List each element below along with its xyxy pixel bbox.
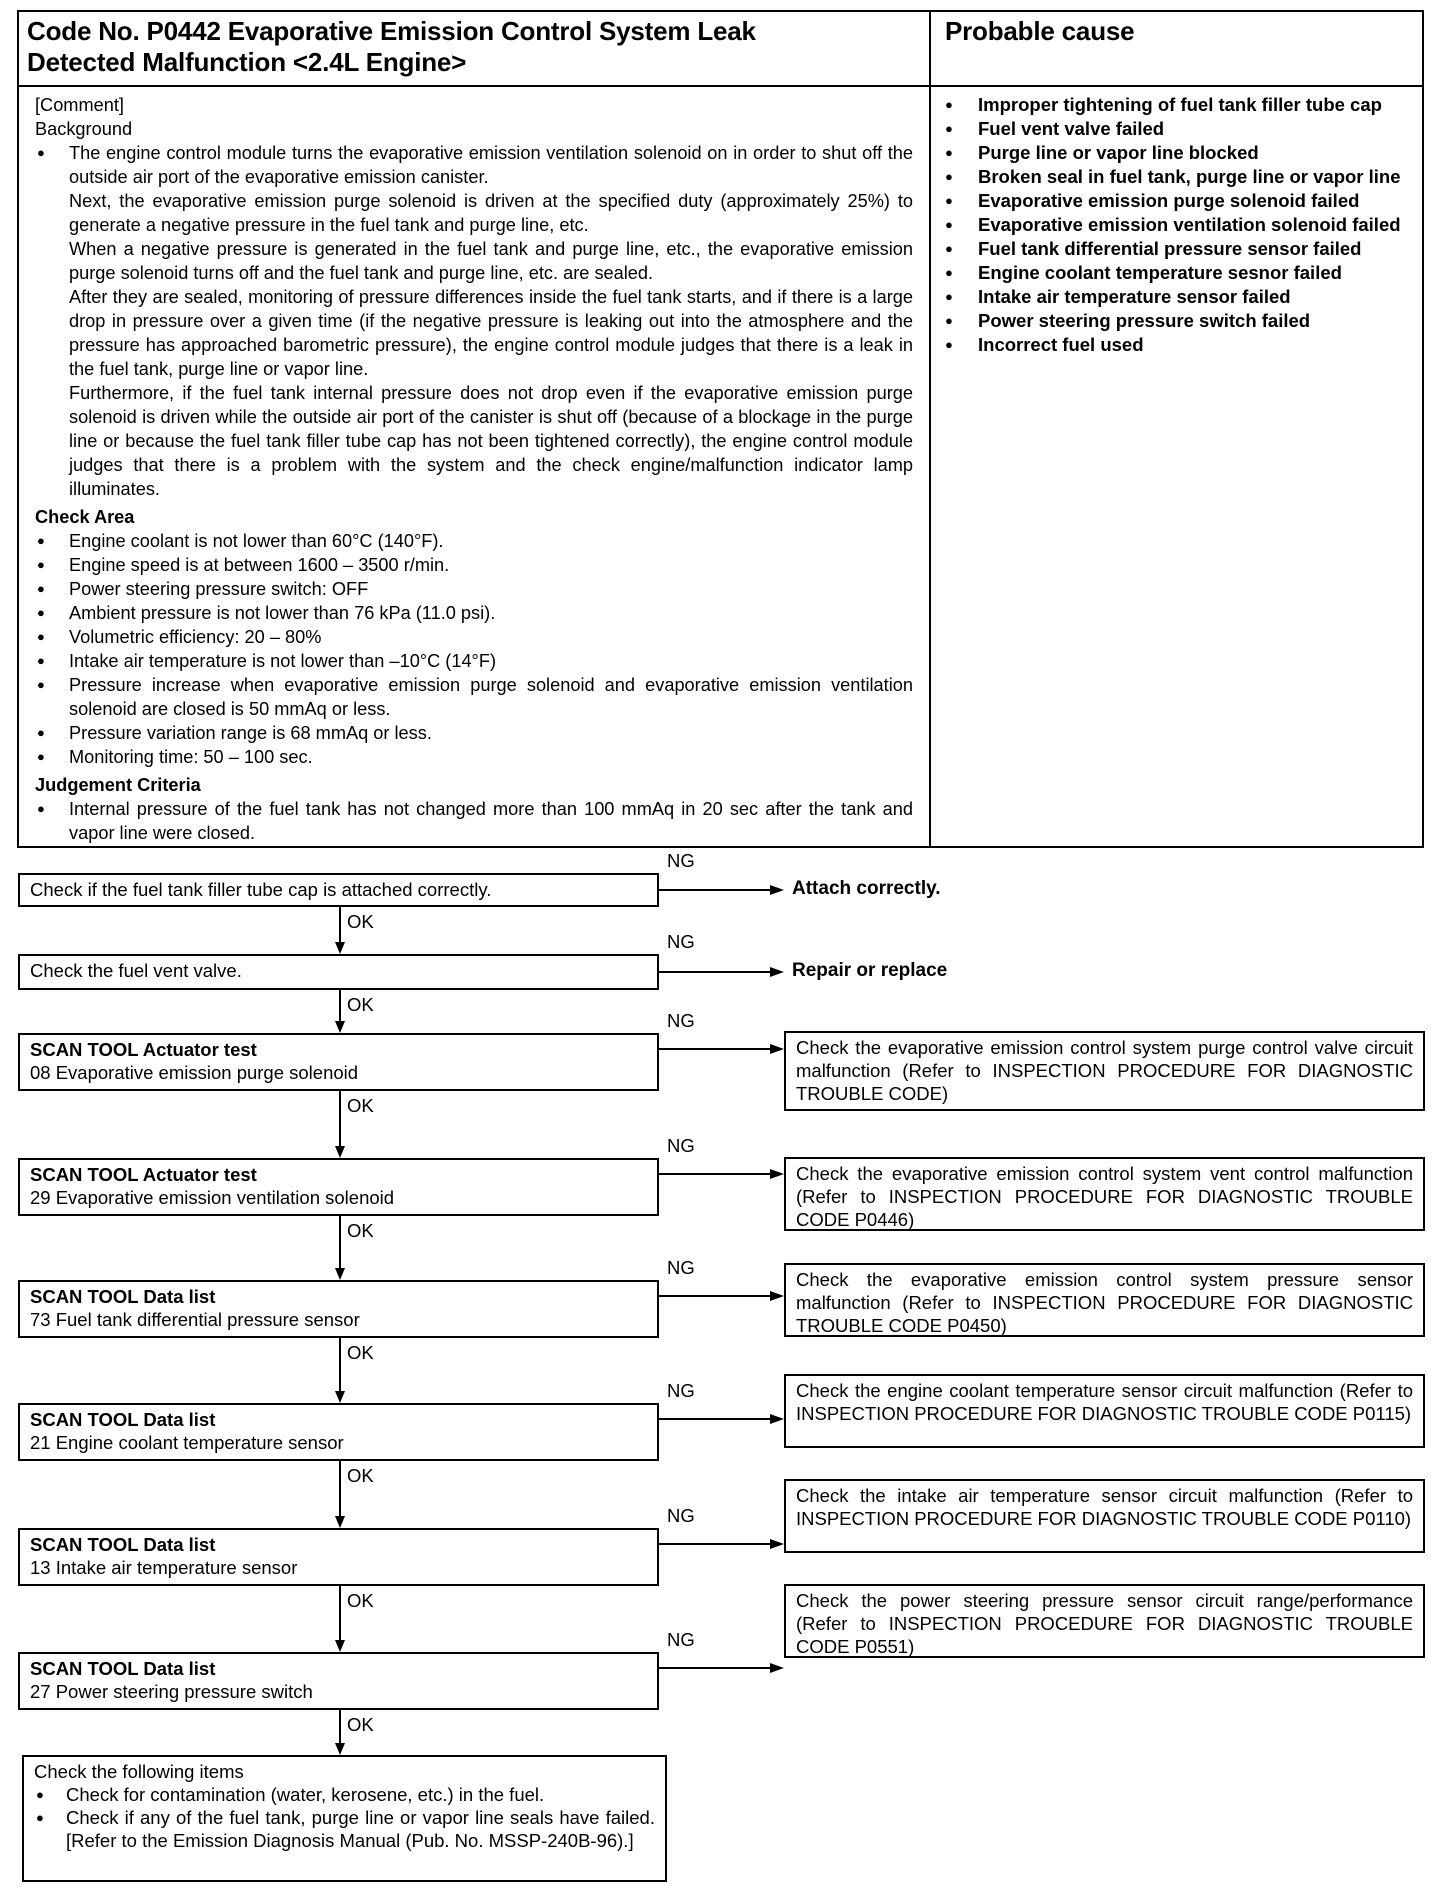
ng-result-box: Check the power steering pressure sensor circuit range/performance (Refer to INSPECTION PROCEDURE FOR DIAGNOSTIC TROUBLE CODE P0551) bbox=[784, 1584, 1425, 1658]
judgement-criteria-heading: Judgement Criteria bbox=[35, 775, 201, 795]
probable-cause-item: ● Evaporative emission purge solenoid failed bbox=[943, 189, 1412, 213]
final-check-item: ● Check if any of the fuel tank, purge line or vapor line seals have failed. [Refer to the Emission Diagnosis Manual (Pub. No. MSSP-240B-96).] bbox=[34, 1806, 655, 1852]
probable-cause-header-cell bbox=[931, 12, 1422, 87]
probable-cause-item: ● Engine coolant temperature sesnor failed bbox=[943, 261, 1412, 285]
check-area-item: ● Power steering pressure switch: OFF bbox=[35, 577, 913, 601]
flow-step-box bbox=[18, 1528, 659, 1586]
check-area-item: ● Pressure variation range is 68 mmAq or less. bbox=[35, 721, 913, 745]
flow-step-box bbox=[18, 1033, 659, 1091]
check-area-item: ● Ambient pressure is not lower than 76 kPa (11.0 psi). bbox=[35, 601, 913, 625]
flow-step-title: SCAN TOOL Actuator test bbox=[30, 1039, 257, 1060]
check-area-item: ● Intake air temperature is not lower than –10°C (14°F) bbox=[35, 649, 913, 673]
flow-step-text: Check the fuel vent valve. bbox=[30, 960, 242, 981]
ok-label: OK bbox=[347, 1714, 374, 1735]
ok-connector-line bbox=[339, 1091, 341, 1147]
flow-step-title: SCAN TOOL Data list bbox=[30, 1286, 216, 1307]
check-area-item: ● Engine coolant is not lower than 60°C (140°F). bbox=[35, 529, 913, 553]
comment-cell bbox=[19, 87, 931, 846]
flow-step-title: SCAN TOOL Data list bbox=[30, 1534, 216, 1555]
probable-cause-item: ● Fuel tank differential pressure sensor failed bbox=[943, 237, 1412, 261]
ng-label: NG bbox=[667, 1257, 695, 1278]
ng-result-box: Check the evaporative emission control system pressure sensor malfunction (Refer to INSPECTION PROCEDURE FOR DIAGNOSTIC TROUBLE CODE P0450) bbox=[784, 1263, 1425, 1337]
flow-step-box bbox=[18, 873, 659, 907]
final-check-box bbox=[22, 1755, 667, 1882]
ng-result-box: Check the intake air temperature sensor circuit malfunction (Refer to INSPECTION PROCEDURE FOR DIAGNOSTIC TROUBLE CODE P0110) bbox=[784, 1479, 1425, 1553]
final-check-title: Check the following items bbox=[34, 1761, 244, 1782]
check-area-item: ● Engine speed is at between 1600 – 3500 r/min. bbox=[35, 553, 913, 577]
code-title-line-2: Detected Malfunction <2.4L Engine> bbox=[27, 47, 467, 77]
ng-connector-line bbox=[659, 1173, 770, 1175]
comment-label: [Comment] bbox=[35, 95, 124, 115]
flow-step-box bbox=[18, 1158, 659, 1216]
arrow-right-icon bbox=[770, 967, 784, 977]
flow-step-text: 29 Evaporative emission ventilation solenoid bbox=[30, 1187, 395, 1208]
arrow-down-icon bbox=[335, 1146, 345, 1158]
background-list bbox=[35, 141, 913, 189]
arrow-down-icon bbox=[335, 1268, 345, 1280]
ng-connector-line bbox=[659, 1048, 770, 1050]
ng-connector-line bbox=[659, 971, 770, 973]
ng-connector-line bbox=[659, 1295, 770, 1297]
check-area-item: ● Volumetric efficiency: 20 – 80% bbox=[35, 625, 913, 649]
arrow-right-icon bbox=[770, 885, 784, 895]
background-paragraph: Furthermore, if the fuel tank internal pressure does not drop even if the evaporative emission purge solenoid is driven while the outside air port of the canister is shut off (because of a blockage in the purge line or because the fuel tank filler tube cap has not been tightened correctly), the engine control module judges that there is a problem with the system and the check engine/malfunction indicator lamp illuminates. bbox=[69, 383, 913, 499]
ok-connector-line bbox=[339, 1586, 341, 1641]
arrow-down-icon bbox=[335, 1640, 345, 1652]
flow-step-text: Check if the fuel tank filler tube cap is attached correctly. bbox=[30, 879, 492, 900]
arrow-right-icon bbox=[770, 1539, 784, 1549]
arrow-right-icon bbox=[770, 1414, 784, 1424]
ng-result-box: Check the evaporative emission control system purge control valve circuit malfunction (Refer to INSPECTION PROCEDURE FOR DIAGNOSTIC TROUBLE CODE) bbox=[784, 1031, 1425, 1111]
arrow-right-icon bbox=[770, 1663, 784, 1673]
check-area-heading: Check Area bbox=[35, 507, 135, 527]
flow-step-text: 08 Evaporative emission purge solenoid bbox=[30, 1062, 359, 1083]
probable-cause-item: ● Incorrect fuel used bbox=[943, 333, 1412, 357]
background-paragraph: ● The engine control module turns the evaporative emission ventilation solenoid on in order to shut off the outside air port of the evaporative emission canister. bbox=[35, 141, 913, 189]
arrow-down-icon bbox=[335, 942, 345, 954]
arrow-down-icon bbox=[335, 1391, 345, 1403]
final-check-item: ● Check for contamination (water, kerosene, etc.) in the fuel. bbox=[34, 1783, 655, 1806]
judgement-criteria-list bbox=[35, 797, 913, 845]
probable-cause-item: ● Improper tightening of fuel tank filler tube cap bbox=[943, 93, 1412, 117]
background-label: Background bbox=[35, 119, 133, 139]
flow-step-box bbox=[18, 1652, 659, 1710]
ok-label: OK bbox=[347, 1465, 374, 1486]
flow-step-box bbox=[18, 1403, 659, 1461]
flow-step-box bbox=[18, 1280, 659, 1338]
ok-label: OK bbox=[347, 1095, 374, 1116]
background-paragraph: After they are sealed, monitoring of pressure differences inside the fuel tank starts, and if there is a large drop in pressure over a given time (if the negative pressure is leaking out into the atmosphere and the pressure has approached barometric pressure), the engine control module judges that there is a leak in the fuel tank, purge line or vapor line. bbox=[69, 287, 913, 379]
ok-label: OK bbox=[347, 1590, 374, 1611]
ng-result-box: Check the engine coolant temperature sensor circuit malfunction (Refer to INSPECTION PROCEDURE FOR DIAGNOSTIC TROUBLE CODE P0115) bbox=[784, 1374, 1425, 1448]
probable-cause-item: ● Intake air temperature sensor failed bbox=[943, 285, 1412, 309]
ng-connector-line bbox=[659, 889, 770, 891]
ng-result-box: Check the evaporative emission control system vent control malfunction (Refer to INSPECTION PROCEDURE FOR DIAGNOSTIC TROUBLE CODE P0446) bbox=[784, 1157, 1425, 1231]
ng-label: NG bbox=[667, 1010, 695, 1031]
background-paragraph: When a negative pressure is generated in the fuel tank and purge line, etc., the evaporative emission purge solenoid turns off and the fuel tank and purge line, etc. are sealed. bbox=[69, 239, 913, 283]
flow-step-title: SCAN TOOL Data list bbox=[30, 1409, 216, 1430]
probable-cause-title: Probable cause bbox=[945, 16, 1135, 46]
ok-label: OK bbox=[347, 994, 374, 1015]
ok-connector-line bbox=[339, 907, 341, 943]
arrow-down-icon bbox=[335, 1516, 345, 1528]
ng-connector-line bbox=[659, 1418, 770, 1420]
final-check-list bbox=[34, 1783, 655, 1852]
flow-step-title: SCAN TOOL Data list bbox=[30, 1658, 216, 1679]
ok-connector-line bbox=[339, 990, 341, 1022]
judgement-criteria-item: ● Internal pressure of the fuel tank has not changed more than 100 mmAq in 20 sec after the tank and vapor line were closed. bbox=[35, 797, 913, 845]
probable-cause-item: ● Purge line or vapor line blocked bbox=[943, 141, 1412, 165]
ng-connector-line bbox=[659, 1667, 770, 1669]
arrow-down-icon bbox=[335, 1743, 345, 1755]
probable-cause-item: ● Fuel vent valve failed bbox=[943, 117, 1412, 141]
ok-connector-line bbox=[339, 1338, 341, 1392]
flow-step-box bbox=[18, 954, 659, 990]
check-area-item: ● Pressure increase when evaporative emission purge solenoid and evaporative emission ventilation solenoid are closed is 50 mmAq or less. bbox=[35, 673, 913, 721]
probable-cause-cell bbox=[931, 87, 1422, 846]
background-paragraph: Next, the evaporative emission purge solenoid is driven at the specified duty (approximately 25%) to generate a negative pressure in the fuel tank and purge line, etc. bbox=[69, 191, 913, 235]
flow-step-text: 13 Intake air temperature sensor bbox=[30, 1557, 298, 1578]
ok-connector-line bbox=[339, 1216, 341, 1269]
probable-cause-item: ● Evaporative emission ventilation solenoid failed bbox=[943, 213, 1412, 237]
ng-label: NG bbox=[667, 1380, 695, 1401]
ng-label: NG bbox=[667, 850, 695, 871]
probable-cause-item: ● Broken seal in fuel tank, purge line or vapor line bbox=[943, 165, 1412, 189]
ok-connector-line bbox=[339, 1461, 341, 1517]
code-title-cell bbox=[19, 12, 931, 87]
ng-label: NG bbox=[667, 1135, 695, 1156]
dtc-info-table bbox=[17, 10, 1424, 848]
probable-cause-item: ● Power steering pressure switch failed bbox=[943, 309, 1412, 333]
arrow-right-icon bbox=[770, 1169, 784, 1179]
ng-result-text: Repair or replace bbox=[792, 960, 948, 981]
probable-cause-list bbox=[943, 93, 1412, 357]
arrow-down-icon bbox=[335, 1021, 345, 1033]
arrow-right-icon bbox=[770, 1291, 784, 1301]
check-area-item: ● Monitoring time: 50 – 100 sec. bbox=[35, 745, 913, 769]
flow-step-text: 27 Power steering pressure switch bbox=[30, 1681, 313, 1702]
ng-label: NG bbox=[667, 1629, 695, 1650]
flow-step-text: 21 Engine coolant temperature sensor bbox=[30, 1432, 344, 1453]
ok-connector-line bbox=[339, 1710, 341, 1744]
ok-label: OK bbox=[347, 911, 374, 932]
check-area-list bbox=[35, 529, 913, 769]
ng-connector-line bbox=[659, 1543, 770, 1545]
code-title-line-1: Code No. P0442 Evaporative Emission Control System Leak bbox=[27, 16, 756, 46]
ng-label: NG bbox=[667, 931, 695, 952]
flow-step-text: 73 Fuel tank differential pressure sensor bbox=[30, 1309, 360, 1330]
ok-label: OK bbox=[347, 1220, 374, 1241]
ok-label: OK bbox=[347, 1342, 374, 1363]
flow-step-title: SCAN TOOL Actuator test bbox=[30, 1164, 257, 1185]
ng-label: NG bbox=[667, 1505, 695, 1526]
arrow-right-icon bbox=[770, 1044, 784, 1054]
ng-result-text: Attach correctly. bbox=[792, 878, 941, 899]
